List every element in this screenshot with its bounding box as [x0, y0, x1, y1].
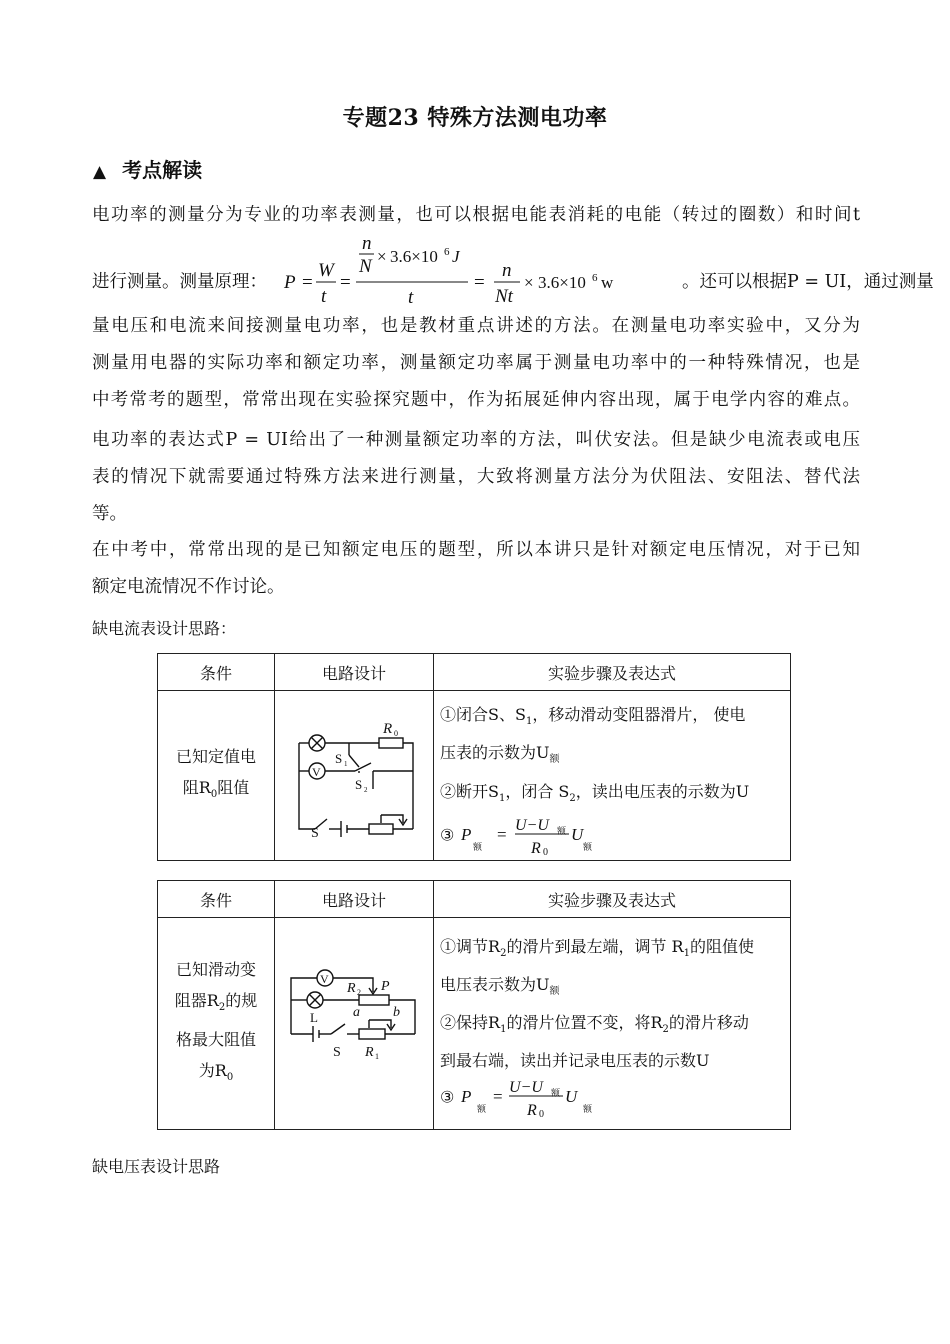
table-1-cond-line-2a: 阻R	[182, 777, 211, 797]
formula-eq-2: =	[340, 272, 351, 293]
table-2-steps	[434, 918, 791, 1130]
svg-text:额: 额	[477, 1104, 487, 1115]
rheostat-R2	[359, 995, 389, 1005]
para2-line-2: 表的情况下就需要通过特殊方法来进行测量，大致将测量方法分为伏阻法、安阻法、替代法	[92, 467, 860, 487]
circuit1-S1-sub: 1	[344, 759, 348, 768]
switch-S-2	[331, 1024, 345, 1034]
table-2-step-1: ①调节$R_2$的滑片到最左端，调节 $R_1$的阻值使	[440, 936, 754, 959]
table-2-step-2: ②保持$R_1$的滑片位置不变，将$R_2$的滑片移动	[440, 1013, 749, 1036]
svg-text:U: U	[565, 1087, 578, 1107]
label-no-voltmeter: 缺电压表设计思路	[92, 1157, 221, 1176]
formula-eq-1: =	[302, 272, 313, 293]
para-2	[92, 422, 860, 533]
table-1-condition	[158, 691, 275, 861]
formula-P: P	[284, 272, 296, 293]
circuit2-V-label: V	[320, 971, 329, 986]
table-1	[157, 653, 791, 861]
header-circuit: 电路设计	[275, 654, 434, 691]
table-1-row	[158, 691, 791, 861]
section-heading	[93, 154, 202, 183]
header-steps: 实验步骤及表达式	[434, 654, 791, 691]
table-2-header	[158, 881, 791, 918]
table-1-step-2: ②断开$S_1$，闭合 $S_2$，读出电压表的示数为U	[440, 781, 750, 804]
table-2-step-2-cont: 到最右端，读出并记录电压表的示数U	[440, 1051, 710, 1071]
formula-W: W	[318, 260, 334, 281]
formula-prefix: 进行测量。测量原理：	[92, 272, 267, 292]
svg-text:P: P	[461, 1087, 472, 1107]
circuit1-V-label: V	[312, 764, 321, 779]
circuit2-P-label: P	[381, 978, 390, 994]
expression-2	[459, 1076, 629, 1118]
header-condition-2: 条件	[158, 881, 275, 918]
formula-eq-3: =	[474, 272, 485, 293]
formula-const-2: 3.6×10	[538, 273, 586, 292]
formula-n-2: n	[502, 260, 512, 281]
table-2-row	[158, 918, 791, 1130]
svg-text:额: 额	[583, 841, 593, 852]
table-1-steps	[434, 691, 791, 861]
circuit1-S-label: S	[311, 825, 319, 839]
para3-line-2: 额定电流情况不作讨论。	[92, 577, 285, 597]
formula-t-2: t	[408, 287, 414, 308]
svg-text:R: R	[527, 1102, 538, 1119]
triangle-icon: ▲	[93, 162, 107, 182]
circuit2-R2-label: R	[347, 980, 356, 996]
para2-line-3: 等。	[92, 504, 127, 524]
circuit1-R0-sub: 0	[394, 728, 398, 738]
power-formula	[282, 230, 682, 310]
svg-text:0: 0	[543, 846, 549, 856]
formula-exp-1: 6	[444, 246, 450, 258]
intro-line-5: 中考常考的题型，常常出现在实验探究题中，作为拓展延伸内容出现，属于电学内容的难点。	[92, 390, 860, 410]
circuit1-S1-label: S	[335, 750, 343, 766]
table-1-cond-line-2b: 阻值	[217, 777, 250, 797]
formula-unit-w: w	[601, 273, 614, 292]
formula-times-1: ×	[377, 247, 387, 266]
switch-S1	[349, 755, 359, 767]
svg-text:0: 0	[539, 1109, 545, 1119]
formula-Nt: Nt	[495, 286, 513, 307]
circuit1-S2-sub: 2	[364, 785, 368, 794]
circuit2-R1-sub: 1	[375, 1051, 379, 1061]
table-1-step-3: ③ P 额 = U−U 额 R 0 U 额	[440, 814, 784, 852]
table-1-cond-sub: 0	[210, 789, 218, 801]
circuit1-R0-label: R	[383, 720, 393, 737]
svg-text:额: 额	[557, 825, 567, 836]
circuit2-R2-sub: 2	[357, 987, 361, 997]
table-2-step-1-cont: 电压表示数为$U_额$	[440, 974, 560, 998]
intro-line-4: 测量用电器的实际功率和额定功率，测量额定功率属于测量电功率中的一种特殊情况，也是	[92, 353, 860, 373]
rheostat-R1	[359, 1029, 385, 1039]
circuit1-S2-label: S	[355, 776, 363, 792]
table-1-header	[158, 654, 791, 691]
para-3	[92, 532, 860, 606]
label-no-ammeter: 缺电流表设计思路：	[92, 619, 237, 638]
circuit2-b-label: b	[393, 1004, 400, 1020]
svg-text:P: P	[461, 824, 472, 844]
formula-const-1: 3.6×10	[390, 247, 438, 266]
table-1-step-1: ①闭合S、$S_1$，移动滑动变阻器滑片， 使电	[440, 705, 746, 728]
svg-text:U−U: U−U	[509, 1079, 544, 1097]
circuit2-S-label: S	[333, 1044, 341, 1060]
intro-paragraph	[92, 197, 860, 234]
expression-1	[459, 814, 629, 856]
formula-times-2: ×	[524, 273, 534, 292]
svg-text:U: U	[571, 824, 584, 844]
svg-text:=: =	[497, 824, 508, 844]
circuit-diagram-2	[279, 962, 429, 1082]
table-2-circuit	[275, 918, 434, 1130]
table-2-condition: 已知滑动变 阻器$R_2$的规 格最大阻值 为$R_0$	[158, 918, 275, 1130]
circuit2-a-label: a	[353, 1004, 360, 1020]
formula-line	[92, 230, 934, 310]
section-heading-text: 考点解读	[122, 158, 203, 182]
formula-exp-2: 6	[592, 272, 598, 284]
formula-t-1: t	[321, 286, 327, 307]
table-2-step-3: ③ P 额 = U−U 额 R 0 U 额	[440, 1076, 784, 1116]
svg-text:额: 额	[473, 841, 483, 852]
table-1-cond-line-1: 已知定值电	[175, 746, 256, 766]
svg-text:额: 额	[583, 1104, 593, 1115]
formula-N: N	[359, 256, 372, 277]
intro-line-1: 电功率的测量分为专业的功率表测量，也可以根据电能表消耗的电能（转过的圈数）和时间t	[92, 205, 860, 225]
table-1-circuit	[275, 691, 434, 861]
svg-text:额: 额	[551, 1088, 561, 1099]
para3-line-1: 在中考中，常常出现的是已知额定电压的题型，所以本讲只是针对额定电压情况，对于已知	[92, 540, 860, 560]
svg-text:U−U: U−U	[515, 816, 550, 834]
header-condition: 条件	[158, 654, 275, 691]
header-steps-2: 实验步骤及表达式	[434, 881, 791, 918]
para2-line-1: 电功率的表达式P = UI给出了一种测量额定功率的方法，叫伏安法。但是缺少电流表或电压	[92, 430, 860, 450]
resistor-R0	[379, 738, 403, 748]
circuit-diagram-1	[279, 709, 429, 839]
formula-n-1: n	[362, 233, 372, 254]
page-title: 专题23 特殊方法测电功率	[342, 105, 608, 131]
table-2	[157, 880, 791, 1130]
circuit2-R1-label: R	[365, 1044, 374, 1060]
formula-unit-J: J	[452, 247, 460, 266]
svg-text:=: =	[493, 1087, 504, 1107]
intro-line-3: 量电压和电流来间接测量电功率，也是教材重点讲述的方法。在测量电功率实验中，又分为	[92, 316, 860, 336]
svg-text:R: R	[531, 839, 542, 856]
table-1-step-1-cont: 压表的示数为$U_额$	[440, 743, 560, 766]
intro-paragraph-cont	[92, 308, 860, 419]
formula-suffix: 。还可以根据P = UI，通过测量	[682, 272, 934, 292]
header-circuit-2: 电路设计	[275, 881, 434, 918]
rheostat	[369, 824, 393, 834]
circuit2-L-label: L	[310, 1009, 318, 1025]
